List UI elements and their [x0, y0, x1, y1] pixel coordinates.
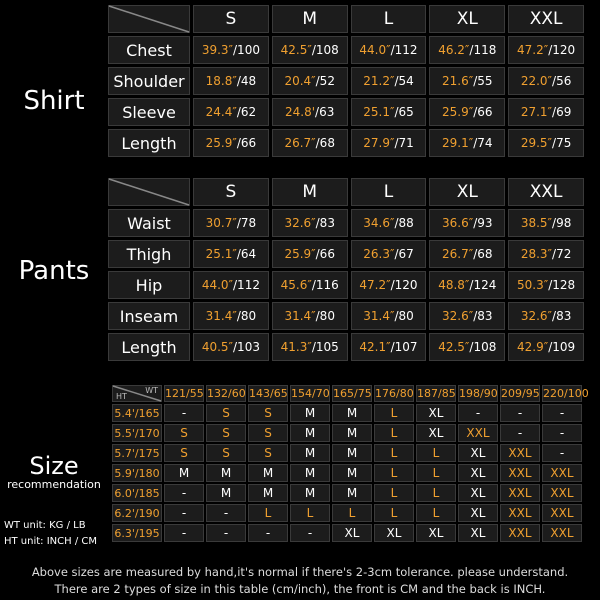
- rec-row: [112, 484, 582, 502]
- cm-value: /63: [315, 105, 335, 119]
- recommended-size-cell: S: [164, 444, 204, 462]
- recommended-size-cell: L: [248, 504, 288, 522]
- cm-value: /107: [390, 340, 418, 354]
- inch-value: 44.0″: [201, 278, 234, 292]
- recommended-size-cell: XXL: [500, 524, 540, 542]
- cm-value: /108: [469, 340, 497, 354]
- cm-value: /98: [552, 216, 572, 230]
- cm-value: /55: [473, 74, 493, 88]
- inch-value: 26.7″: [284, 136, 316, 150]
- recommended-size-cell: L: [374, 504, 414, 522]
- recommended-size-cell: -: [290, 524, 330, 542]
- shirt-measurement-cell: [508, 36, 584, 64]
- shirt-row-label: Sleeve: [108, 98, 190, 126]
- rec-row: [112, 524, 582, 542]
- cm-value: /105: [311, 340, 339, 354]
- inch-value: 20.4″: [284, 74, 316, 88]
- weight-header: 176/80: [375, 387, 414, 400]
- recommended-size-cell: XL: [458, 464, 498, 482]
- recommended-size-cell: XXL: [500, 484, 540, 502]
- shirt-measurement-cell: [351, 67, 427, 95]
- recommended-size-cell: L: [332, 504, 372, 522]
- cm-value: /78: [236, 216, 257, 230]
- recommended-size-cell: XXL: [542, 484, 582, 502]
- inch-value: 45.6″: [280, 278, 312, 292]
- cm-value: /54: [394, 74, 414, 88]
- cm-value: /80: [236, 309, 257, 323]
- inch-value: 27.1″: [520, 105, 553, 119]
- inch-value: 32.6″: [284, 216, 316, 230]
- inch-value: 47.2″: [359, 278, 391, 292]
- pants-measurement-cell: [508, 240, 584, 268]
- cm-value: /109: [548, 340, 576, 354]
- recommended-size-cell: S: [248, 444, 288, 462]
- recommended-size-cell: L: [374, 444, 414, 462]
- recommended-size-cell: M: [164, 464, 204, 482]
- inch-value: 34.6″: [363, 216, 395, 230]
- recommended-size-cell: M: [206, 484, 246, 502]
- cm-value: /112: [390, 43, 418, 57]
- cm-value: /74: [473, 136, 493, 150]
- rec-row: [112, 444, 582, 462]
- pants-measurement-cell: [508, 333, 584, 361]
- rec-corner-cell: [112, 385, 162, 402]
- pants-header-row: [108, 178, 584, 206]
- size-recommendation-table: [110, 383, 589, 544]
- inch-value: 31.4″: [205, 309, 237, 323]
- pants-size-header: L: [351, 178, 427, 206]
- cm-value: /112: [233, 278, 260, 292]
- cm-value: /93: [473, 216, 493, 230]
- recommended-size-cell: M: [332, 424, 372, 442]
- shirt-measurement-cell: [429, 67, 505, 95]
- pants-row: [108, 302, 584, 330]
- inch-value: 25.9″: [284, 247, 316, 261]
- recommended-size-cell: XL: [416, 524, 456, 542]
- recommended-size-cell: L: [416, 484, 456, 502]
- pants-measurement-cell: [429, 209, 505, 237]
- cm-value: /108: [311, 43, 339, 57]
- inch-value: 42.5″: [280, 43, 312, 57]
- cm-value: /68: [315, 136, 335, 150]
- shirt-row-label: Length: [108, 129, 190, 157]
- inch-value: 48.8″: [438, 278, 470, 292]
- recommended-size-cell: XL: [416, 424, 456, 442]
- weight-header: 198/90: [459, 387, 498, 400]
- shirt-row: [108, 129, 584, 157]
- unit-type-note: There are 2 types of size in this table (cm/inch), the front is CM and the back is INCH.: [54, 582, 546, 596]
- weight-header: 165/75: [333, 387, 372, 400]
- inch-value: 40.5″: [201, 340, 234, 354]
- weight-header: 143/65: [249, 387, 288, 400]
- cm-value: /62: [236, 105, 257, 119]
- weight-header: 154/70: [291, 387, 330, 400]
- recommended-size-cell: S: [206, 424, 246, 442]
- shirt-measurement-cell: [272, 98, 348, 126]
- inch-value: 21.2″: [363, 74, 395, 88]
- shirt-size-table: [105, 2, 587, 160]
- shirt-header-row: [108, 5, 584, 33]
- inch-value: 26.7″: [442, 247, 474, 261]
- rec-header-row: [112, 385, 582, 402]
- cm-value: /52: [315, 74, 335, 88]
- weight-header: 132/60: [207, 387, 246, 400]
- pants-measurement-cell: [272, 271, 348, 299]
- inch-value: 32.6″: [442, 309, 474, 323]
- height-label: 5.4'/165: [112, 404, 162, 422]
- pants-measurement-cell: [351, 302, 427, 330]
- cm-value: /120: [390, 278, 418, 292]
- recommended-size-cell: -: [164, 404, 204, 422]
- pants-measurement-cell: [508, 209, 584, 237]
- measurement-note: Above sizes are measured by hand,it's normal if there's 2-3cm tolerance. please understand.: [31, 565, 569, 579]
- recommended-size-cell: S: [164, 424, 204, 442]
- pants-measurement-cell: [272, 240, 348, 268]
- shirt-measurement-cell: [429, 98, 505, 126]
- pants-measurement-cell: [193, 209, 269, 237]
- recommended-size-cell: S: [248, 424, 288, 442]
- inch-value: 39.3″: [201, 43, 234, 57]
- pants-row-label: Inseam: [108, 302, 190, 330]
- shirt-measurement-cell: [193, 129, 269, 157]
- pants-measurement-cell: [272, 209, 348, 237]
- pants-row-label: Waist: [108, 209, 190, 237]
- height-label: 6.0'/185: [112, 484, 162, 502]
- pants-row: [108, 271, 584, 299]
- pants-measurement-cell: [429, 333, 505, 361]
- recommendation-section-label: recommendation: [7, 478, 101, 491]
- recommended-size-cell: XXL: [542, 504, 582, 522]
- pants-measurement-cell: [193, 240, 269, 268]
- recommended-size-cell: -: [248, 524, 288, 542]
- cm-value: /67: [394, 247, 414, 261]
- recommended-size-cell: XL: [458, 504, 498, 522]
- recommended-size-cell: -: [542, 444, 582, 462]
- weight-header: 209/95: [501, 387, 540, 400]
- recommended-size-cell: XXL: [500, 504, 540, 522]
- shirt-row: [108, 36, 584, 64]
- height-label: 5.7'/175: [112, 444, 162, 462]
- cm-value: /68: [473, 247, 493, 261]
- size-section-label: Size: [29, 452, 79, 480]
- cm-value: /128: [548, 278, 576, 292]
- recommended-size-cell: M: [290, 464, 330, 482]
- height-label: 5.5'/170: [112, 424, 162, 442]
- weight-header: 187/85: [417, 387, 456, 400]
- inch-value: 31.4″: [363, 309, 395, 323]
- recommended-size-cell: XL: [458, 524, 498, 542]
- cm-value: /118: [469, 43, 497, 57]
- recommended-size-cell: -: [458, 404, 498, 422]
- rec-row: [112, 424, 582, 442]
- shirt-measurement-cell: [272, 36, 348, 64]
- recommended-size-cell: -: [164, 504, 204, 522]
- recommended-size-cell: L: [374, 464, 414, 482]
- inch-value: 27.9″: [363, 136, 395, 150]
- pants-row: [108, 240, 584, 268]
- pants-size-header: XL: [429, 178, 505, 206]
- recommended-size-cell: S: [248, 404, 288, 422]
- recommended-size-cell: XL: [374, 524, 414, 542]
- shirt-measurement-cell: [351, 129, 427, 157]
- pants-measurement-cell: [429, 302, 505, 330]
- recommended-size-cell: XL: [458, 484, 498, 502]
- inch-value: 28.3″: [520, 247, 553, 261]
- inch-value: 22.0″: [520, 74, 553, 88]
- rec-row: [112, 404, 582, 422]
- inch-value: 24.8': [285, 105, 316, 119]
- cm-value: /65: [394, 105, 414, 119]
- cm-value: /80: [394, 309, 414, 323]
- shirt-corner-cell: [108, 5, 190, 33]
- inch-value: 38.5″: [520, 216, 553, 230]
- pants-size-header: S: [193, 178, 269, 206]
- shirt-measurement-cell: [508, 67, 584, 95]
- pants-measurement-cell: [429, 240, 505, 268]
- recommended-size-cell: M: [290, 484, 330, 502]
- inch-value: 47.2″: [517, 43, 549, 57]
- weight-header: 220/100: [543, 387, 589, 400]
- inch-value: 42.5″: [438, 340, 470, 354]
- height-label: 6.2'/190: [112, 504, 162, 522]
- pants-size-header: XXL: [508, 178, 584, 206]
- cm-value: /48: [236, 74, 257, 88]
- cm-value: /69: [552, 105, 572, 119]
- cm-value: /103: [233, 340, 260, 354]
- cm-value: /80: [315, 309, 335, 323]
- rec-row: [112, 464, 582, 482]
- recommended-size-cell: -: [500, 424, 540, 442]
- recommended-size-cell: L: [416, 504, 456, 522]
- shirt-size-header: XXL: [508, 5, 584, 33]
- inch-value: 42.9″: [517, 340, 549, 354]
- pants-measurement-cell: [429, 271, 505, 299]
- rec-row: [112, 504, 582, 522]
- shirt-measurement-cell: [351, 36, 427, 64]
- recommended-size-cell: XL: [332, 524, 372, 542]
- recommended-size-cell: -: [542, 424, 582, 442]
- pants-measurement-cell: [193, 302, 269, 330]
- recommended-size-cell: S: [206, 404, 246, 422]
- recommended-size-cell: XXL: [500, 464, 540, 482]
- recommended-size-cell: -: [542, 404, 582, 422]
- pants-measurement-cell: [272, 302, 348, 330]
- inch-value: 26.3″: [363, 247, 395, 261]
- height-label: 6.3'/195: [112, 524, 162, 542]
- inch-value: 32.6″: [520, 309, 553, 323]
- pants-section-label: Pants: [18, 256, 90, 286]
- cm-value: /64: [236, 247, 257, 261]
- inch-value: 25.9″: [442, 105, 474, 119]
- cm-value: /124: [469, 278, 497, 292]
- cm-value: /66: [236, 136, 257, 150]
- inch-value: 50.3″: [517, 278, 549, 292]
- inch-value: 41.3″: [280, 340, 312, 354]
- inch-value: 18.8″: [205, 74, 237, 88]
- cm-value: /83: [473, 309, 493, 323]
- recommended-size-cell: M: [332, 484, 372, 502]
- recommended-size-cell: XXL: [458, 424, 498, 442]
- recommended-size-cell: M: [290, 444, 330, 462]
- recommended-size-cell: L: [290, 504, 330, 522]
- cm-value: /75: [552, 136, 572, 150]
- pants-measurement-cell: [272, 333, 348, 361]
- shirt-measurement-cell: [351, 98, 427, 126]
- inch-value: 46.2″: [438, 43, 470, 57]
- pants-row-label: Length: [108, 333, 190, 361]
- shirt-size-header: L: [351, 5, 427, 33]
- pants-measurement-cell: [351, 209, 427, 237]
- shirt-measurement-cell: [272, 129, 348, 157]
- inch-value: 29.1″: [442, 136, 474, 150]
- cm-value: /71: [394, 136, 414, 150]
- shirt-measurement-cell: [429, 129, 505, 157]
- cm-value: /83: [315, 216, 335, 230]
- height-label: 5.9'/180: [112, 464, 162, 482]
- shirt-measurement-cell: [508, 129, 584, 157]
- cm-value: /120: [548, 43, 576, 57]
- inch-value: 44.0″: [359, 43, 391, 57]
- shirt-measurement-cell: [429, 36, 505, 64]
- ht-corner-label: HT: [116, 392, 127, 401]
- pants-size-header: M: [272, 178, 348, 206]
- cm-value: /56: [552, 74, 572, 88]
- shirt-size-header: S: [193, 5, 269, 33]
- shirt-measurement-cell: [193, 98, 269, 126]
- recommended-size-cell: -: [164, 524, 204, 542]
- recommended-size-cell: M: [248, 464, 288, 482]
- shirt-row: [108, 98, 584, 126]
- pants-row-label: Thigh: [108, 240, 190, 268]
- recommended-size-cell: S: [206, 444, 246, 462]
- recommended-size-cell: -: [164, 484, 204, 502]
- recommended-size-cell: L: [374, 404, 414, 422]
- inch-value: 24.4″: [205, 105, 237, 119]
- shirt-row: [108, 67, 584, 95]
- pants-measurement-cell: [508, 302, 584, 330]
- pants-measurement-cell: [351, 271, 427, 299]
- recommended-size-cell: M: [248, 484, 288, 502]
- pants-row-label: Hip: [108, 271, 190, 299]
- recommended-size-cell: M: [290, 424, 330, 442]
- inch-value: 42.1″: [359, 340, 391, 354]
- recommended-size-cell: L: [374, 484, 414, 502]
- shirt-measurement-cell: [508, 98, 584, 126]
- ht-unit-note: HT unit: INCH / CM: [4, 536, 97, 547]
- shirt-section-label: Shirt: [23, 86, 85, 116]
- cm-value: /83: [552, 309, 572, 323]
- inch-value: 25.1″: [363, 105, 395, 119]
- cm-value: /88: [394, 216, 414, 230]
- shirt-measurement-cell: [193, 36, 269, 64]
- inch-value: 29.5″: [520, 136, 553, 150]
- weight-header: 121/55: [165, 387, 204, 400]
- recommended-size-cell: M: [206, 464, 246, 482]
- cm-value: /66: [473, 105, 493, 119]
- pants-row: [108, 209, 584, 237]
- wt-unit-note: WT unit: KG / LB: [4, 520, 86, 531]
- inch-value: 21.6″: [442, 74, 474, 88]
- shirt-row-label: Chest: [108, 36, 190, 64]
- cm-value: /116: [311, 278, 339, 292]
- cm-value: /66: [315, 247, 335, 261]
- recommended-size-cell: -: [500, 404, 540, 422]
- shirt-size-header: M: [272, 5, 348, 33]
- pants-measurement-cell: [351, 333, 427, 361]
- recommended-size-cell: M: [290, 404, 330, 422]
- recommended-size-cell: XL: [416, 404, 456, 422]
- recommended-size-cell: L: [416, 444, 456, 462]
- inch-value: 25.1″: [205, 247, 237, 261]
- recommended-size-cell: L: [374, 424, 414, 442]
- inch-value: 31.4″: [284, 309, 316, 323]
- wt-corner-label: WT: [145, 386, 158, 395]
- cm-value: /100: [233, 43, 260, 57]
- inch-value: 36.6″: [442, 216, 474, 230]
- shirt-measurement-cell: [272, 67, 348, 95]
- shirt-size-header: XL: [429, 5, 505, 33]
- pants-measurement-cell: [193, 271, 269, 299]
- recommended-size-cell: L: [416, 464, 456, 482]
- recommended-size-cell: XXL: [542, 524, 582, 542]
- cm-value: /72: [552, 247, 572, 261]
- recommended-size-cell: XXL: [500, 444, 540, 462]
- pants-measurement-cell: [508, 271, 584, 299]
- pants-size-table: [105, 175, 587, 364]
- recommended-size-cell: XXL: [542, 464, 582, 482]
- recommended-size-cell: M: [332, 404, 372, 422]
- recommended-size-cell: M: [332, 444, 372, 462]
- shirt-measurement-cell: [193, 67, 269, 95]
- pants-measurement-cell: [193, 333, 269, 361]
- recommended-size-cell: -: [206, 504, 246, 522]
- inch-value: 25.9″: [205, 136, 237, 150]
- recommended-size-cell: XL: [458, 444, 498, 462]
- pants-measurement-cell: [351, 240, 427, 268]
- pants-corner-cell: [108, 178, 190, 206]
- recommended-size-cell: M: [332, 464, 372, 482]
- pants-row: [108, 333, 584, 361]
- inch-value: 30.7″: [205, 216, 237, 230]
- recommended-size-cell: -: [206, 524, 246, 542]
- shirt-row-label: Shoulder: [108, 67, 190, 95]
